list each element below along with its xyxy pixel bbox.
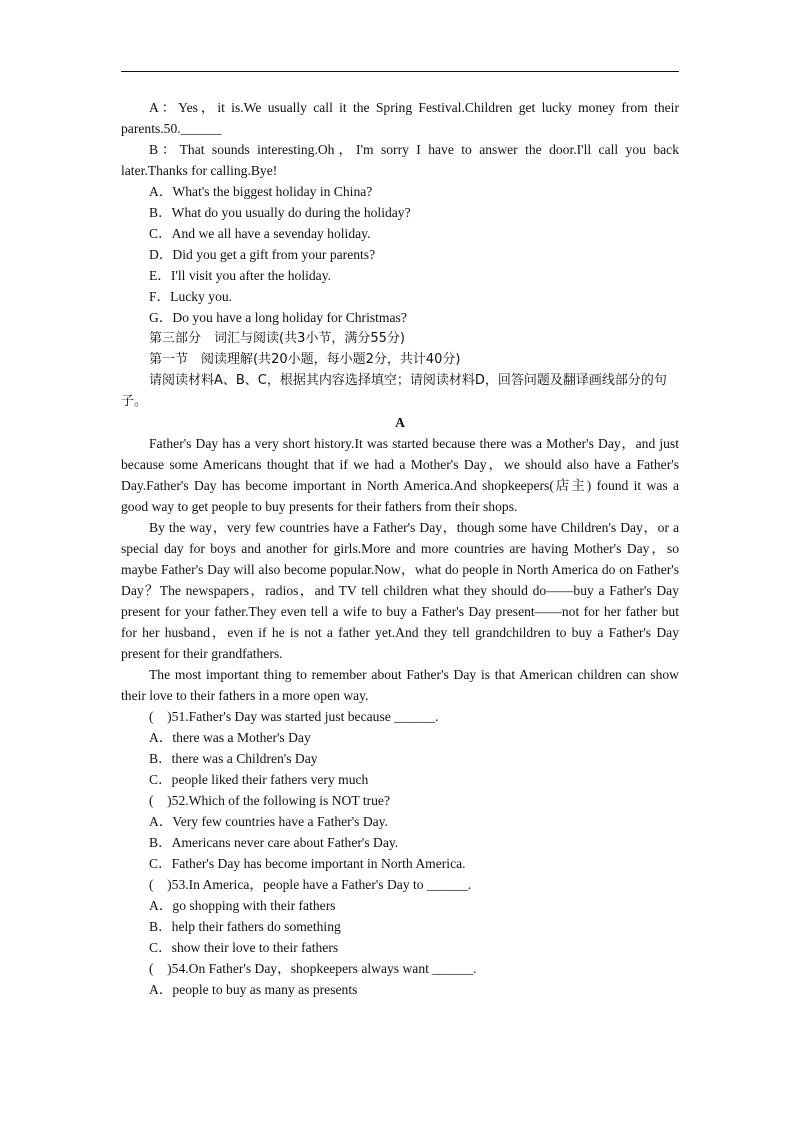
section-heading-reading: 第一节 阅读理解(共20小题，每小题2分，共计40分) [149, 352, 461, 367]
dialog-option: C．And we all have a sevenday holiday. [149, 226, 371, 241]
question-option: A．Very few countries have a Father's Day. [149, 814, 388, 829]
question-option: A．people to buy as many as presents [149, 982, 358, 997]
question-stem: ( )53.In America，people have a Father's Day to ______. [149, 877, 472, 892]
question-option: C．people liked their fathers very much [149, 772, 369, 787]
section-instruction: 请阅读材料A、B、C，根据其内容选择填空；请阅读材料D，回答问题及翻译画线部分的句子。 [121, 373, 667, 409]
section-heading-part3: 第三部分 词汇与阅读(共3小节，满分55分) [149, 331, 405, 346]
document-body [121, 97, 679, 1000]
question-option: C．Father's Day has become important in North America. [149, 856, 466, 871]
dialog-option: E．I'll visit you after the holiday. [149, 268, 332, 283]
passage-paragraph: Father's Day has a very short history.It was started because there was a Mother's Day，and just because some Americans thought that if we had a Mother's Day，we should also have a Father's Day.Father's Day has become important in North America.And shopkeepers(店主) found it was a good way to get people to buy presents for their fathers from their shops. [121, 436, 679, 514]
dialog-b-line: B：That sounds interesting.Oh，I'm sorry I have to answer the door.I'll call you back later.Thanks for calling.Bye! [121, 142, 679, 178]
dialog-option: A．What's the biggest holiday in China? [149, 184, 373, 199]
question-stem: ( )52.Which of the following is NOT true? [149, 793, 390, 808]
question-option: C．show their love to their fathers [149, 940, 339, 955]
passage-paragraph: The most important thing to remember about Father's Day is that American children can show their love to their fathers in a more open way. [121, 667, 679, 703]
dialog-a-line: A：Yes，it is.We usually call it the Spring Festival.Children get lucky money from their parents.50.______ [121, 100, 679, 136]
question-option: B．there was a Children's Day [149, 751, 318, 766]
dialog-option: G．Do you have a long holiday for Christmas? [149, 310, 407, 325]
question-stem: ( )51.Father's Day was started just because ______. [149, 709, 439, 724]
passage-paragraph: By the way，very few countries have a Father's Day，though some have Children's Day，or a special day for boys and another for girls.More and more countries are having Mother's Day，so maybe Father's Day will also become popular.Now，what do people in North America do on Father's Day？The newspapers，radios，and TV tell children what they should do——buy a Father's Day present for your father.They even tell a wife to buy a Father's Day present——not for her father but for her husband，even if he is not a father yet.And they tell grandchildren to buy a Father's Day present for their grandfathers. [121, 520, 679, 661]
question-option: A．there was a Mother's Day [149, 730, 311, 745]
dialog-option: F．Lucky you. [149, 289, 233, 304]
question-option: B．Americans never care about Father's Day. [149, 835, 399, 850]
header-rule [121, 71, 679, 72]
question-stem: ( )54.On Father's Day，shopkeepers always want ______. [149, 961, 477, 976]
dialog-option: B．What do you usually do during the holiday? [149, 205, 411, 220]
question-option: B．help their fathers do something [149, 919, 341, 934]
passage-heading: A [395, 415, 405, 430]
question-option: A．go shopping with their fathers [149, 898, 336, 913]
dialog-option: D．Did you get a gift from your parents? [149, 247, 376, 262]
